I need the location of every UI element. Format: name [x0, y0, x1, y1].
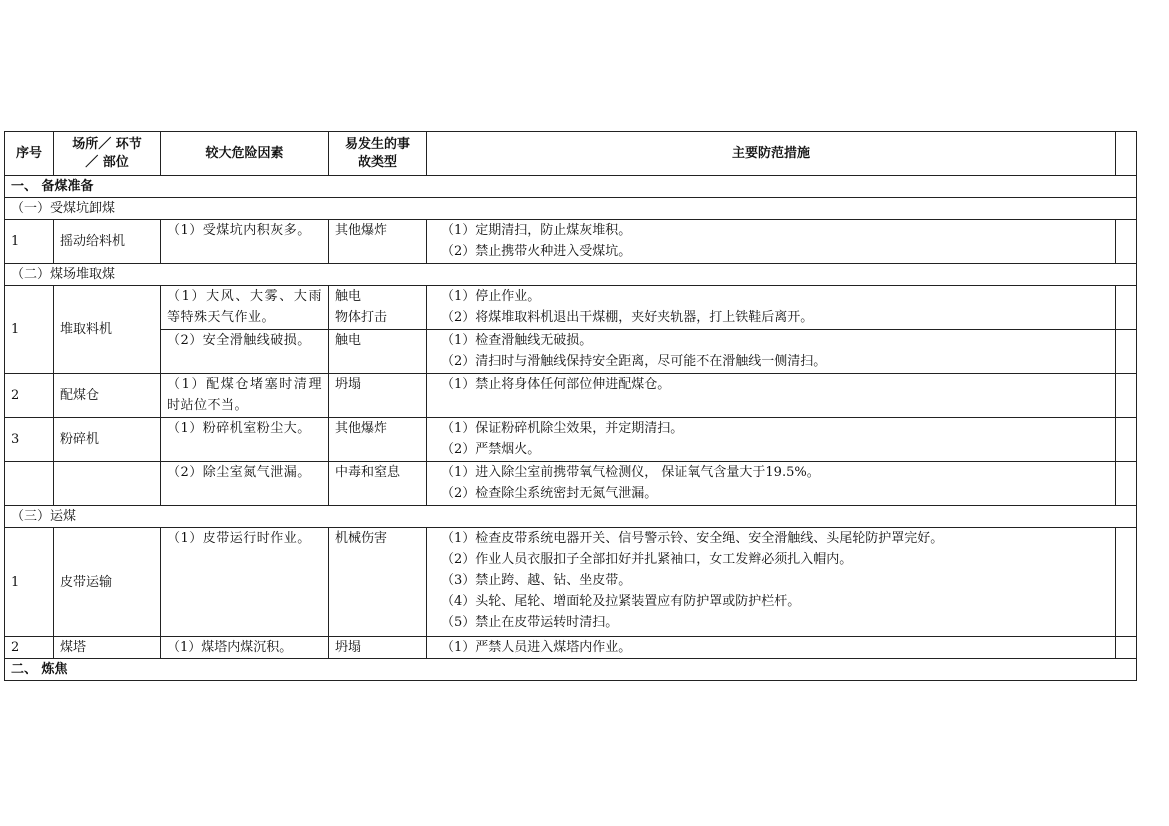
- measure-item: （1）保证粉碎机除尘效果，并定期清扫。: [441, 421, 684, 436]
- subsection-row: [5, 264, 1137, 286]
- row-accident: 中毒和窒息: [329, 462, 427, 506]
- header-accident: [329, 132, 427, 176]
- row-place: 配煤仓: [54, 374, 161, 418]
- subsection-row: [5, 198, 1137, 220]
- row-measures: [427, 462, 1116, 506]
- row-seq: [5, 462, 54, 506]
- measure-item: （1）停止作业。: [441, 289, 541, 304]
- row-hazard: （1）大风、大雾、大雨等特殊天气作业。: [161, 286, 329, 330]
- row-accident: [329, 286, 427, 330]
- subsection-title: （三）运煤: [5, 506, 1137, 528]
- row-hazard: （1）配煤仓堵塞时清理时站位不当。: [161, 374, 329, 418]
- row-seq: 1: [5, 286, 54, 374]
- table-row: [5, 220, 1137, 264]
- measure-item: （2）清扫时与滑触线保持安全距离，尽可能不在滑触线一侧清扫。: [441, 354, 827, 369]
- table-row: [5, 418, 1137, 462]
- measure-item: （1）定期清扫，防止煤灰堆积。: [441, 223, 632, 238]
- row-hazard: （2）安全滑触线破损。: [161, 330, 329, 374]
- table-row: [5, 462, 1137, 506]
- row-seq: 1: [5, 528, 54, 637]
- row-accident: 坍塌: [329, 374, 427, 418]
- header-hazard: 较大危险因素: [161, 132, 329, 176]
- row-seq: 2: [5, 374, 54, 418]
- measure-item: （2）严禁烟火。: [441, 442, 541, 457]
- row-seq: 3: [5, 418, 54, 462]
- row-hazard: （1）粉碎机室粉尘大。: [161, 418, 329, 462]
- measure-item: （5）禁止在皮带运转时清扫。: [441, 615, 619, 630]
- row-extra: [1116, 637, 1137, 659]
- row-seq: 2: [5, 637, 54, 659]
- row-place: 煤塔: [54, 637, 161, 659]
- subsection-row: [5, 506, 1137, 528]
- table-row: [5, 374, 1137, 418]
- measure-item: （2）作业人员衣服扣子全部扣好并扎紧袖口，女工发辫必须扎入帽内。: [441, 552, 853, 567]
- row-measures: [427, 418, 1116, 462]
- header-place-line1: 场所／ 环节: [72, 136, 142, 152]
- subsection-title: （二）煤场堆取煤: [5, 264, 1137, 286]
- header-place: [54, 132, 161, 176]
- section-title: 一、 备煤准备: [5, 176, 1137, 198]
- header-accident-line1: 易发生的事: [344, 136, 410, 152]
- header-accident-line2: 故类型: [357, 154, 397, 170]
- hazard-table: [4, 131, 1137, 681]
- section-row: [5, 176, 1137, 198]
- row-place: 皮带运输: [54, 528, 161, 637]
- row-extra: [1116, 374, 1137, 418]
- row-hazard: （1）煤塔内煤沉积。: [161, 637, 329, 659]
- measure-item: （4）头轮、尾轮、增面轮及拉紧装置应有防护罩或防护栏杆。: [441, 594, 801, 609]
- row-place: 粉碎机: [54, 418, 161, 462]
- row-accident: 其他爆炸: [329, 418, 427, 462]
- measure-item: （1）严禁人员进入煤塔内作业。: [441, 640, 632, 655]
- measure-item: （1）禁止将身体任何部位伸进配煤仓。: [441, 377, 671, 392]
- row-measures: [427, 220, 1116, 264]
- header-measures: 主要防范措施: [427, 132, 1116, 176]
- measure-item: （1）检查皮带系统电器开关、信号警示铃、安全绳、安全滑触线、头尾轮防护罩完好。: [441, 531, 944, 546]
- row-measures: [427, 528, 1116, 637]
- row-measures: [427, 374, 1116, 418]
- table-row: [5, 330, 1137, 374]
- row-measures: [427, 330, 1116, 374]
- row-accident: 机械伤害: [329, 528, 427, 637]
- row-accident: 其他爆炸: [329, 220, 427, 264]
- row-extra: [1116, 418, 1137, 462]
- row-place: 摇动给料机: [54, 220, 161, 264]
- measure-item: （2）检查除尘系统密封无氮气泄漏。: [441, 486, 658, 501]
- row-hazard: （1）皮带运行时作业。: [161, 528, 329, 637]
- row-extra: [1116, 286, 1137, 330]
- row-hazard: （1）受煤坑内积灰多。: [161, 220, 329, 264]
- row-measures: [427, 637, 1116, 659]
- header-place-line2: ／ 部位: [85, 154, 129, 170]
- header-extra: [1116, 132, 1137, 176]
- row-hazard: （2）除尘室氮气泄漏。: [161, 462, 329, 506]
- header-seq: 序号: [5, 132, 54, 176]
- row-place: 堆取料机: [54, 286, 161, 374]
- row-extra: [1116, 220, 1137, 264]
- accident-item: 触电: [335, 289, 362, 304]
- row-extra: [1116, 462, 1137, 506]
- section-title: 二、 炼焦: [5, 659, 1137, 681]
- measure-item: （2）禁止携带火种进入受煤坑。: [441, 244, 632, 259]
- row-extra: [1116, 330, 1137, 374]
- table-row: [5, 286, 1137, 330]
- measure-item: （3）禁止跨、越、钻、坐皮带。: [441, 573, 632, 588]
- row-measures: [427, 286, 1116, 330]
- section-row: [5, 659, 1137, 681]
- row-extra: [1116, 528, 1137, 637]
- subsection-title: （一）受煤坑卸煤: [5, 198, 1137, 220]
- table-row: [5, 528, 1137, 637]
- accident-item: 物体打击: [335, 310, 388, 325]
- table-row: [5, 637, 1137, 659]
- measure-item: （1）进入除尘室前携带氧气检测仪， 保证氧气含量大于19.5%。: [441, 465, 820, 480]
- row-seq: 1: [5, 220, 54, 264]
- row-accident: 坍塌: [329, 637, 427, 659]
- table-header-row: [5, 132, 1137, 176]
- measure-item: （2）将煤堆取料机退出干煤棚，夹好夹轨器，打上铁鞋后离开。: [441, 310, 814, 325]
- row-accident: 触电: [329, 330, 427, 374]
- measure-item: （1）检查滑触线无破损。: [441, 333, 593, 348]
- row-place: [54, 462, 161, 506]
